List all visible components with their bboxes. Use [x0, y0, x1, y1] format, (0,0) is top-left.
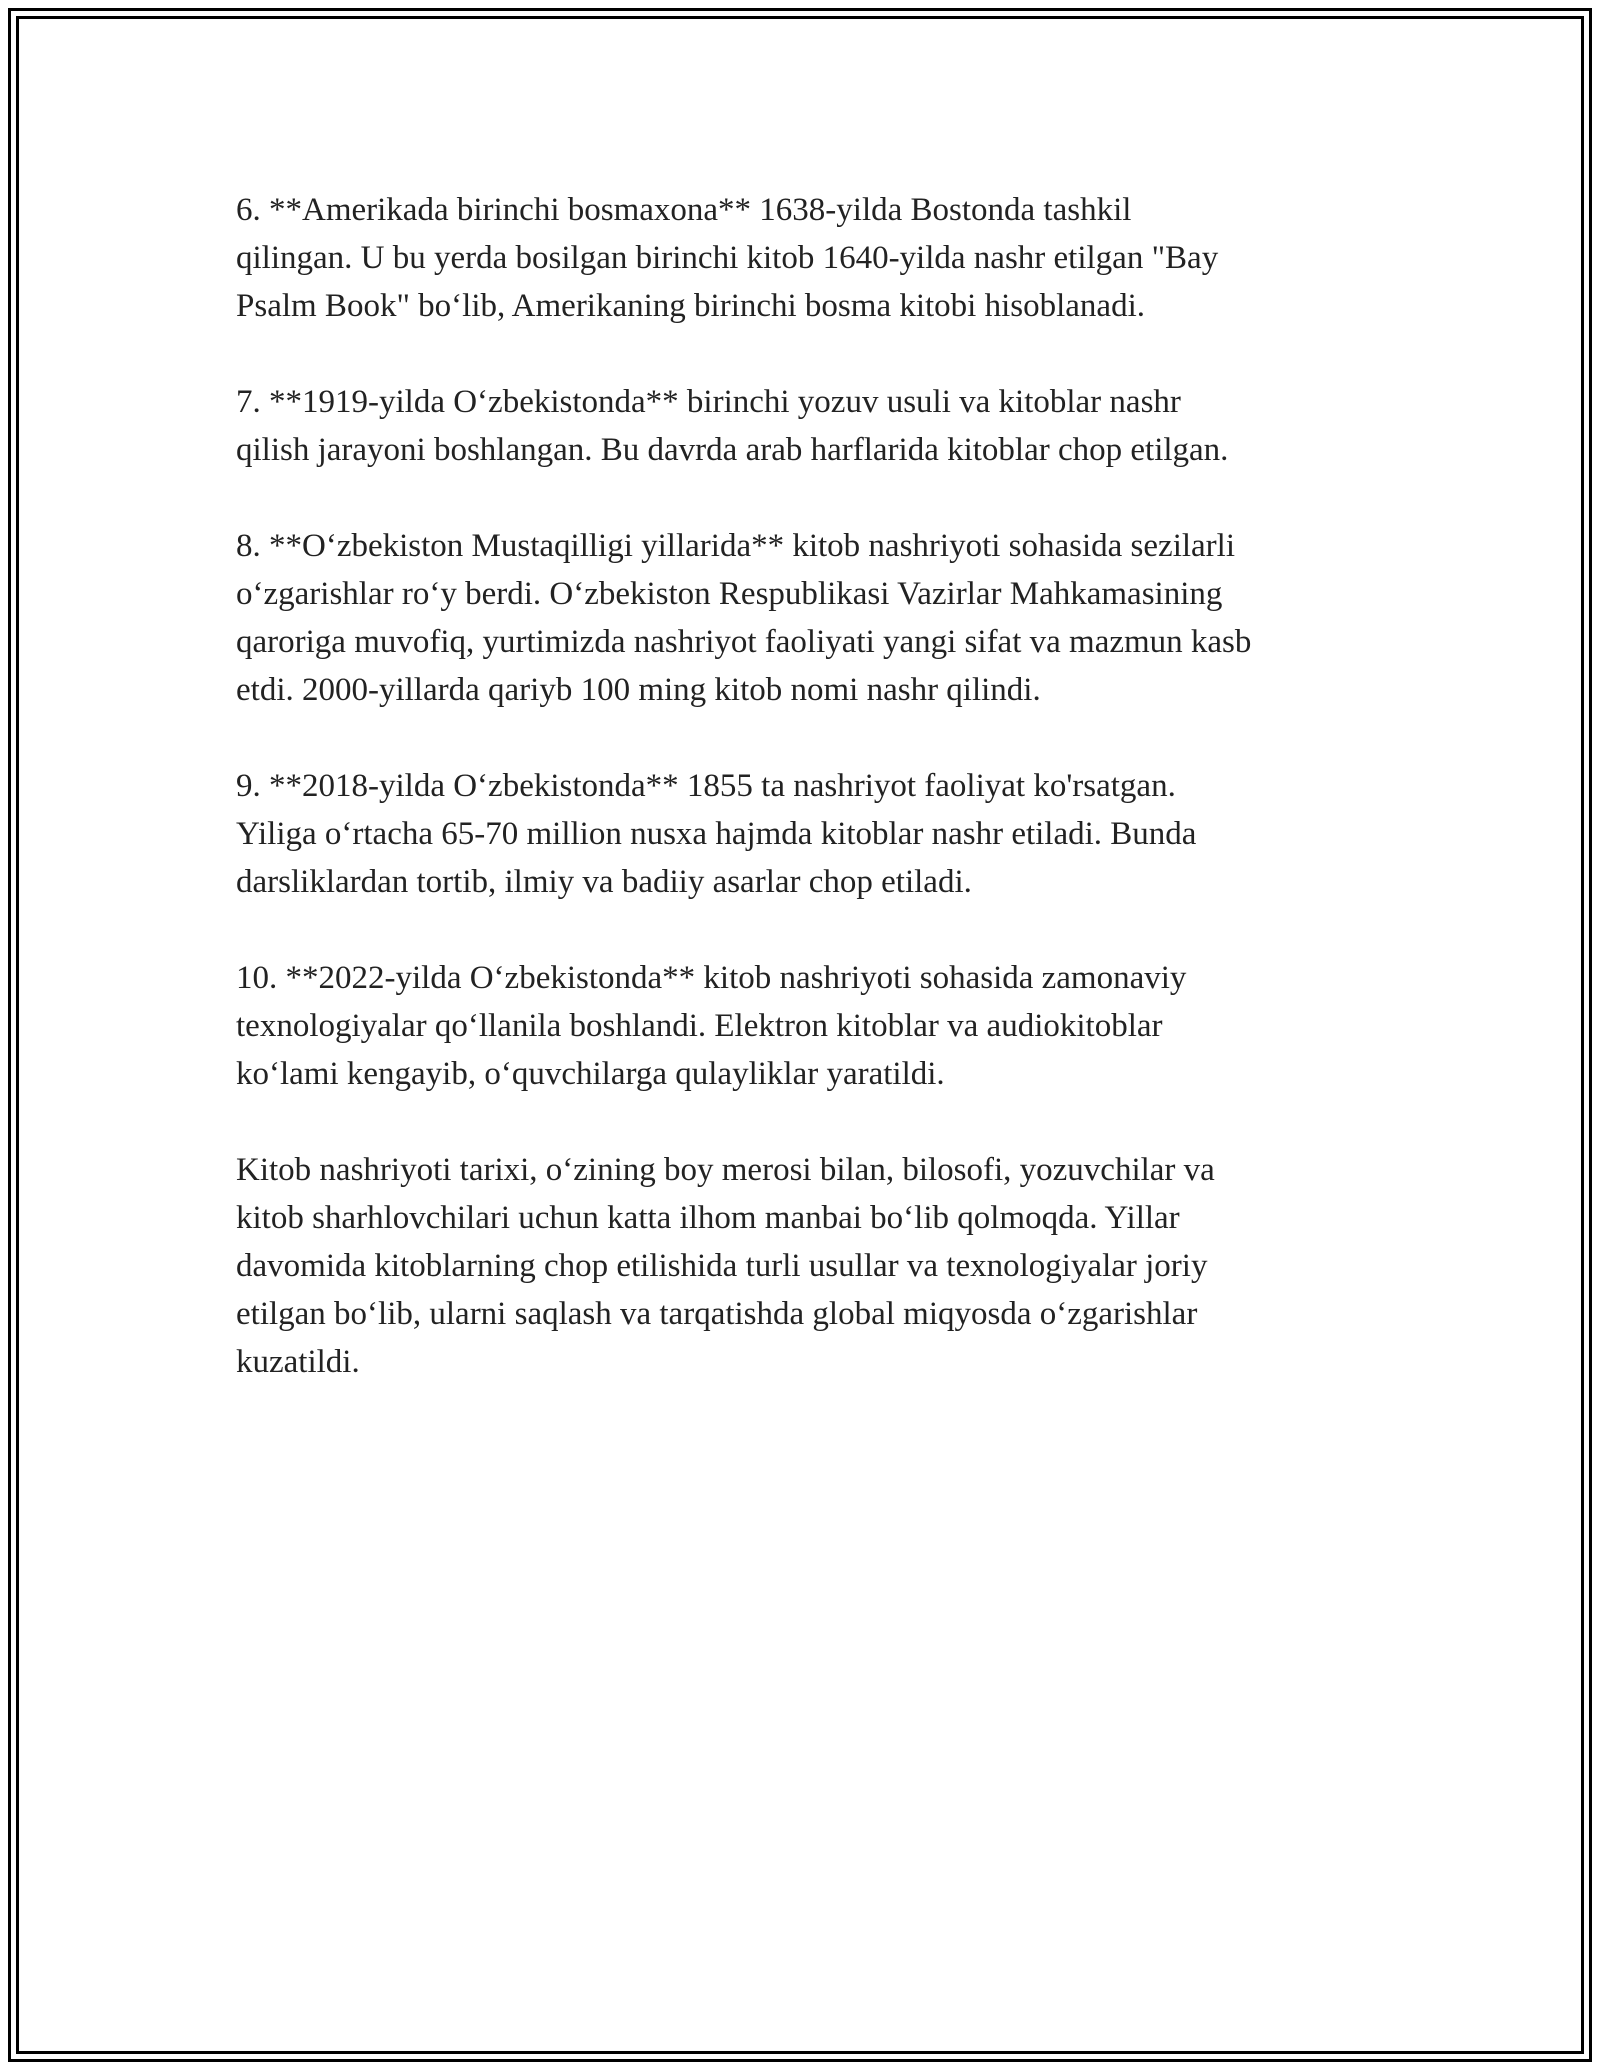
paragraph-item-7: [236, 378, 1386, 474]
paragraph-item-10: [236, 954, 1386, 1098]
text-line: Psalm Book" bo‘lib, Amerikaning birinchi bosma kitobi hisoblanadi.: [236, 288, 1145, 324]
text-line: 6. **Amerikada birinchi bosmaxona** 1638-yilda Bostonda tashkil: [236, 192, 1132, 228]
text-line: davomida kitoblarning chop etilishida turli usullar va texnologiyalar joriy: [236, 1248, 1208, 1284]
paragraph-item-9: [236, 762, 1386, 906]
text-line: darsliklardan tortib, ilmiy va badiiy asarlar chop etiladi.: [236, 864, 972, 900]
text-line: texnologiyalar qo‘llanila boshlandi. Elektron kitoblar va audiokitoblar: [236, 1008, 1163, 1044]
text-line: 7. **1919-yilda O‘zbekistonda** birinchi yozuv usuli va kitoblar nashr: [236, 384, 1181, 420]
text-line: qilingan. U bu yerda bosilgan birinchi kitob 1640-yilda nashr etilgan "Bay: [236, 240, 1219, 276]
text-line: qaroriga muvofiq, yurtimizda nashriyot faoliyati yangi sifat va mazmun kasb: [236, 624, 1252, 660]
text-line: Kitob nashriyoti tarixi, o‘zining boy merosi bilan, bilosofi, yozuvchilar va: [236, 1152, 1215, 1188]
text-line: kuzatildi.: [236, 1344, 360, 1380]
text-line: 8. **O‘zbekiston Mustaqilligi yillarida** kitob nashriyoti sohasida sezilarli: [236, 528, 1236, 564]
text-line: kitob sharhlovchilari uchun katta ilhom manbai bo‘lib qolmoqda. Yillar: [236, 1200, 1180, 1236]
text-line: etdi. 2000-yillarda qariyb 100 ming kitob nomi nashr qilindi.: [236, 672, 1041, 708]
text-line: o‘zgarishlar ro‘y berdi. O‘zbekiston Respublikasi Vazirlar Mahkamasining: [236, 576, 1223, 612]
document-body: [236, 186, 1386, 1434]
text-line: etilgan bo‘lib, ularni saqlash va tarqatishda global miqyosda o‘zgarishlar: [236, 1296, 1198, 1332]
text-line: 9. **2018-yilda O‘zbekistonda** 1855 ta nashriyot faoliyat ko'rsatgan.: [236, 768, 1176, 804]
paragraph-conclusion: [236, 1146, 1386, 1386]
text-line: ko‘lami kengayib, o‘quvchilarga qulayliklar yaratildi.: [236, 1056, 945, 1092]
text-line: Yiliga o‘rtacha 65-70 million nusxa hajmda kitoblar nashr etiladi. Bunda: [236, 816, 1197, 852]
text-line: 10. **2022-yilda O‘zbekistonda** kitob nashriyoti sohasida zamonaviy: [236, 960, 1187, 996]
text-line: qilish jarayoni boshlangan. Bu davrda arab harflarida kitoblar chop etilgan.: [236, 432, 1229, 468]
paragraph-item-8: [236, 522, 1386, 714]
paragraph-item-6: [236, 186, 1386, 330]
